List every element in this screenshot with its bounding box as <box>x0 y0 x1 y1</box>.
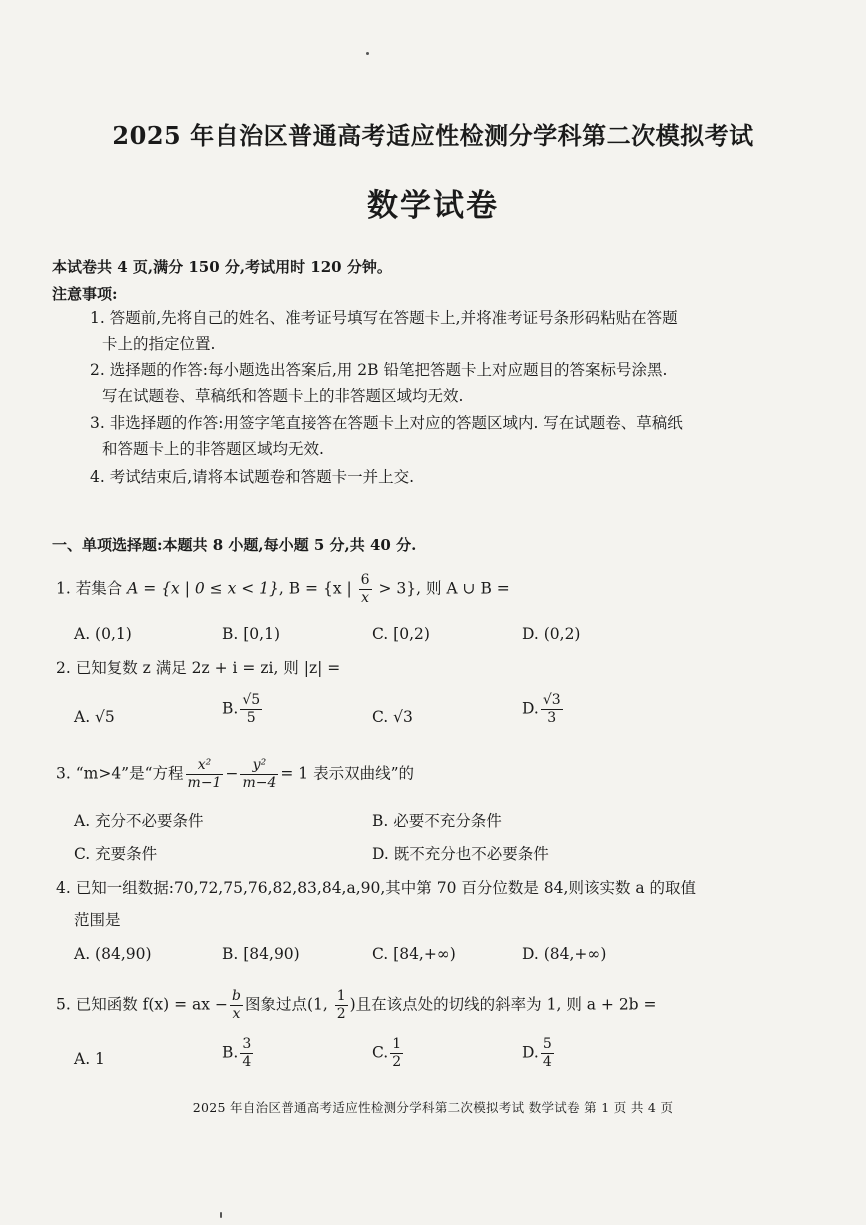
q2-option-c: C. √3 <box>372 708 413 726</box>
q3-fraction-y <box>240 757 278 792</box>
notice-item-3 <box>90 410 750 462</box>
fraction-numerator: x² <box>186 757 224 775</box>
q1-prefix: 1. 若集合 <box>56 579 128 598</box>
scan-speck <box>366 52 369 55</box>
q5-mid: 图象过点(1, <box>244 995 333 1014</box>
fraction-denominator: 2 <box>336 1006 346 1022</box>
q5-suffix: )且在该点处的切线的斜率为 1, 则 a + 2b = <box>349 995 657 1014</box>
notice-line: 3. 非选择题的作答:用签字笔直接答在答题卡上对应的答题区域内. 写在试题卷、草稿纸 <box>90 414 683 432</box>
q5-fraction-point <box>335 988 348 1023</box>
subject-title: 数学试卷 <box>367 188 499 224</box>
fraction-denominator: 2 <box>392 1054 402 1070</box>
q1-option-b: B. [0,1) <box>222 625 280 643</box>
fraction-denominator: 4 <box>542 1054 552 1070</box>
q2-option-d <box>522 692 565 727</box>
q3-minus: − <box>225 764 239 783</box>
q5-option-a: A. 1 <box>74 1050 105 1068</box>
page-footer: 2025 年自治区普通高考适应性检测分学科第二次模拟考试 数学试卷 第 1 页 共 4 页 <box>192 1100 674 1115</box>
notice-line: 4. 考试结束后,请将本试题卷和答题卡一并上交. <box>90 468 415 486</box>
exam-info: 本试卷共 4 页,满分 150 分,考试用时 120 分钟。 <box>52 258 392 276</box>
notice-line: 写在试题卷、草稿纸和答题卡上的非答题区域均无效. <box>102 387 464 405</box>
question-4-line-1: 4. 已知一组数据:70,72,75,76,82,83,84,a,90,其中第 70 百分位数是 84,则该实数 a 的取值 <box>56 879 697 897</box>
q2-option-a: A. √5 <box>74 708 115 726</box>
option-label: D. <box>522 1043 539 1062</box>
section-heading: 一、单项选择题:本题共 8 小题,每小题 5 分,共 40 分. <box>52 536 417 554</box>
option-fraction <box>541 1036 554 1071</box>
q1-set-b-pre: , B = {x | <box>278 579 357 598</box>
notice-line: 卡上的指定位置. <box>102 335 216 353</box>
q2-option-b <box>222 692 264 727</box>
q1-option-c: C. [0,2) <box>372 625 430 643</box>
fraction-numerator: √3 <box>542 692 561 708</box>
fraction-numerator: 3 <box>242 1036 252 1052</box>
fraction-numerator: b <box>231 988 241 1004</box>
fraction-numerator: 6 <box>360 572 370 588</box>
q5-option-d <box>522 1036 556 1071</box>
fraction-numerator: 5 <box>542 1036 552 1052</box>
q3-option-a: A. 充分不必要条件 <box>74 812 204 830</box>
exam-title: 2025 年自治区普通高考适应性检测分学科第二次模拟考试 <box>112 121 754 150</box>
q4-option-b: B. [84,90) <box>222 945 300 963</box>
q3-option-d: D. 既不充分也不必要条件 <box>372 845 549 863</box>
q3-suffix: = 1 表示双曲线”的 <box>280 764 415 783</box>
notice-item-2 <box>90 357 750 409</box>
option-label: B. <box>222 1043 239 1062</box>
notice-line: 2. 选择题的作答:每小题选出答案后,用 2B 铅笔把答题卡上对应题目的答案标号涂黑. <box>90 361 668 379</box>
q3-option-c: C. 充要条件 <box>74 845 158 863</box>
question-3 <box>56 757 414 792</box>
option-label: C. <box>372 1043 389 1062</box>
option-fraction <box>240 1036 253 1071</box>
question-2: 2. 已知复数 z 满足 2z + i = zi, 则 |z| = <box>56 659 341 677</box>
question-4-line-2: 范围是 <box>74 911 121 929</box>
q1-fraction <box>359 572 372 607</box>
fraction-numerator: 1 <box>336 988 346 1004</box>
fraction-denominator: m−1 <box>187 775 222 791</box>
fraction-numerator: √5 <box>242 692 261 708</box>
fraction-denominator: x <box>361 590 370 606</box>
option-label: D. <box>522 699 539 718</box>
q5-fraction-bx <box>230 988 243 1023</box>
q1-set-a: A = {x | 0 ≤ x < 1} <box>127 579 279 598</box>
notice-heading: 注意事项: <box>52 285 118 303</box>
q1-set-b-post: > 3} <box>373 579 417 598</box>
q4-option-d: D. (84,+∞) <box>522 945 607 963</box>
option-fraction <box>390 1036 403 1071</box>
scan-speck <box>220 1212 222 1218</box>
fraction-denominator: 5 <box>246 710 256 726</box>
q1-option-d: D. (0,2) <box>522 625 581 643</box>
q4-option-c: C. [84,+∞) <box>372 945 456 963</box>
q3-option-b: B. 必要不充分条件 <box>372 812 502 830</box>
q3-fraction-x <box>186 757 224 792</box>
notice-item-1 <box>90 305 750 357</box>
question-5 <box>56 988 657 1023</box>
option-fraction <box>541 692 563 727</box>
fraction-numerator: 1 <box>392 1036 402 1052</box>
option-fraction <box>240 692 262 727</box>
question-1 <box>56 572 510 607</box>
fraction-denominator: m−4 <box>242 775 277 791</box>
fraction-denominator: 4 <box>242 1054 252 1070</box>
q1-option-a: A. (0,1) <box>74 625 132 643</box>
q1-suffix: , 则 A ∪ B = <box>416 579 510 598</box>
notice-line: 1. 答题前,先将自己的姓名、准考证号填写在答题卡上,并将准考证号条形码粘贴在答题 <box>90 309 678 327</box>
q5-option-b <box>222 1036 255 1071</box>
option-label: B. <box>222 699 239 718</box>
fraction-numerator: y² <box>240 757 278 775</box>
q5-prefix: 5. 已知函数 f(x) = ax − <box>56 995 228 1014</box>
q4-option-a: A. (84,90) <box>74 945 152 963</box>
fraction-denominator: x <box>232 1006 241 1022</box>
q3-prefix: 3. “m>4”是“方程 <box>56 764 184 783</box>
notice-line: 和答题卡上的非答题区域均无效. <box>102 440 324 458</box>
notice-item-4 <box>90 464 750 490</box>
q5-option-c <box>372 1036 405 1071</box>
fraction-denominator: 3 <box>547 710 557 726</box>
